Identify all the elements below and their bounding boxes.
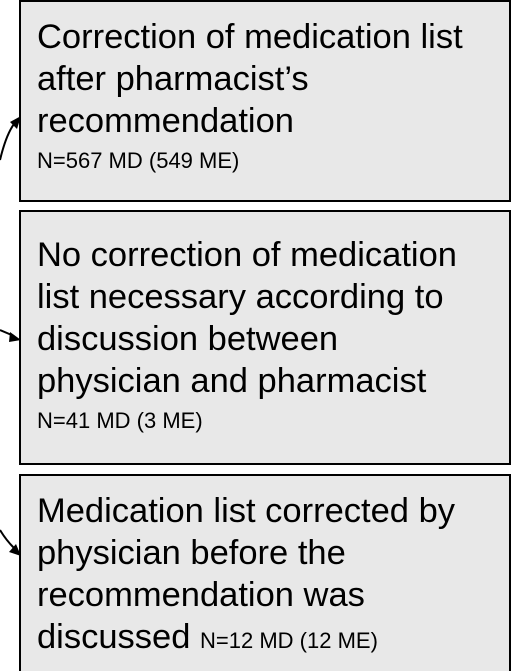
outcome-box-corrected-before-discussion (19, 474, 511, 671)
outcome-box-3-count: N=12 MD (12 ME) (200, 628, 378, 653)
outcome-box-no-correction-necessary (19, 210, 511, 465)
outcome-box-2-count: N=41 MD (3 ME) (37, 408, 203, 433)
outcome-box-1-count: N=567 MD (549 ME) (37, 148, 240, 173)
connector-arrow-3 (0, 530, 14, 548)
outcome-box-1-text: Correction of medication list after pharmacist’s recommendation (37, 18, 463, 140)
outcome-box-corrected-after-recommendation (19, 0, 511, 202)
outcome-box-3-text: Medication list corrected by physician before the recommendation was discussed (37, 492, 456, 656)
outcome-box-2-text: No correction of medication list necessary according to discussion between physician and pharmacist (37, 236, 457, 400)
connector-arrow-1 (0, 124, 14, 160)
